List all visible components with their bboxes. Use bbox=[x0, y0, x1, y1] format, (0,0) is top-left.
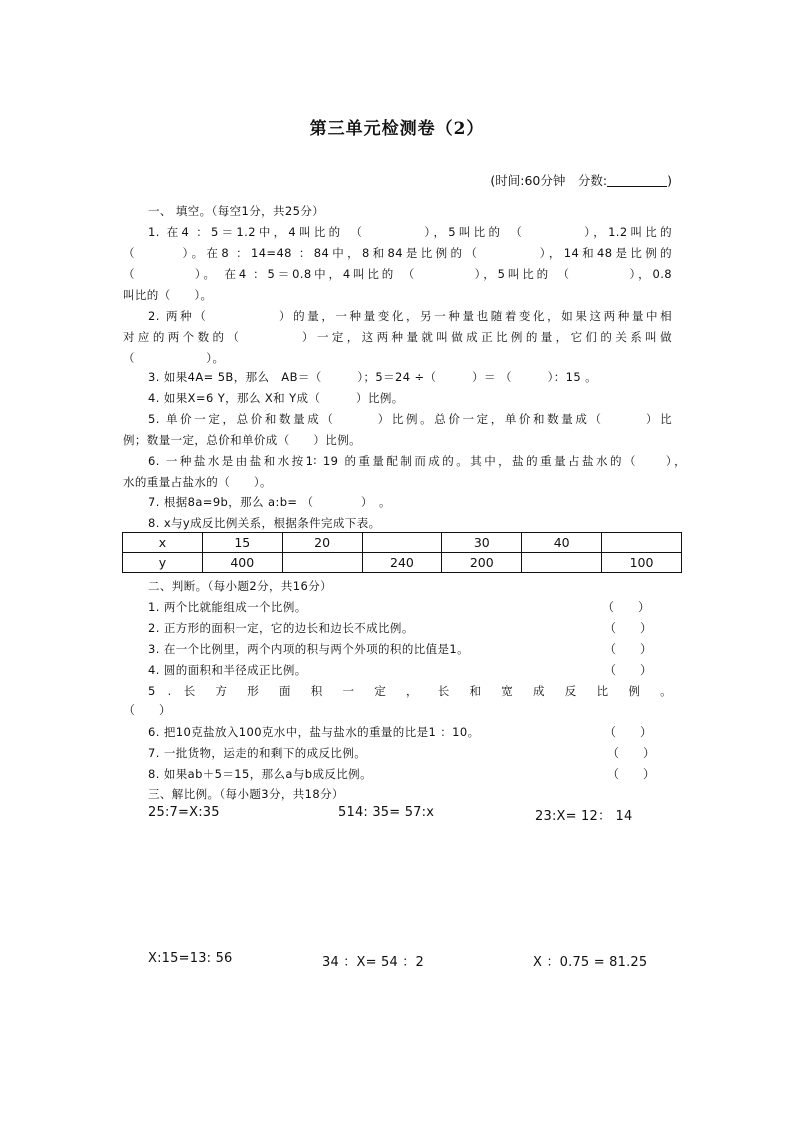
table-cell-blank[interactable] bbox=[602, 533, 682, 553]
table-cell-blank[interactable] bbox=[522, 553, 602, 573]
judge-item-4: 4. 圆的面积和半径成正比例。 bbox=[148, 663, 307, 677]
equation-2: 514: 35= 57:x bbox=[338, 805, 435, 820]
table-cell-blank[interactable] bbox=[362, 533, 442, 553]
fill-line-9: 4. 如果X=6 Y，那么 X和 Y成（ ）比例。 bbox=[148, 391, 404, 405]
section-3-header: 三、解比例。（每小题3分，共18分） bbox=[148, 787, 344, 801]
judge-item-1: 1. 两个比就能组成一个比例。 bbox=[148, 600, 307, 614]
judge-answer-5[interactable]: （ ） bbox=[123, 703, 172, 717]
judge-answer-4[interactable]: （ ） bbox=[604, 663, 653, 677]
judge-item-3: 3. 在一个比例里，两个内项的积与两个外项的积的比值是1。 bbox=[148, 642, 470, 656]
xy-table bbox=[122, 532, 682, 573]
fill-line-13: 水的重量占盐水的（ ）。 bbox=[123, 475, 272, 489]
table-cell: y bbox=[123, 553, 203, 573]
judge-item-7: 7. 一批货物，运走的和剩下的成反比例。 bbox=[148, 746, 367, 760]
judge-answer-7[interactable]: （ ） bbox=[607, 746, 656, 760]
judge-answer-6[interactable]: （ ） bbox=[604, 725, 653, 739]
fill-line-10: 5. 单价一定，总价和数量成（ ）比例。总价一定，单价和数量成（ ）比 bbox=[148, 412, 672, 426]
score-blank[interactable] bbox=[607, 174, 667, 187]
judge-answer-1[interactable]: （ ） bbox=[602, 600, 651, 614]
equation-1: 25:7=X:35 bbox=[148, 805, 220, 820]
fill-line-15: 8. x与y成反比例关系，根据条件完成下表。 bbox=[148, 516, 381, 530]
equation-5: 34 ：X= 54 ：2 bbox=[322, 955, 424, 970]
fill-line-7: （ ）。 bbox=[123, 351, 225, 365]
time-score-info bbox=[490, 171, 672, 189]
fill-line-6: 对应的两个数的（ ）一定，这两种量就叫做成正比例的量，它们的关系叫做 bbox=[123, 330, 672, 344]
fill-line-1: 1. 在4 ：5＝1.2中，4叫比的 （ ），5叫比的 （ ），1.2叫比的 bbox=[148, 225, 672, 239]
table-cell: 40 bbox=[522, 533, 602, 553]
fill-line-4: 叫比的（ ）。 bbox=[123, 288, 213, 302]
judge-answer-2[interactable]: （ ） bbox=[604, 621, 653, 635]
fill-line-3: （ ）。 在4 ：5＝0.8中，4叫比的 （ ），5叫比的 （ ），0.8 bbox=[123, 267, 672, 281]
table-cell-blank[interactable] bbox=[282, 553, 362, 573]
fill-line-5: 2. 两种（ ）的量，一种量变化，另一种量也随着变化，如果这两种量中相 bbox=[148, 309, 672, 323]
table-cell: 200 bbox=[442, 553, 522, 573]
judge-item-2: 2. 正方形的面积一定，它的边长和边长不成比例。 bbox=[148, 621, 414, 635]
page-title: 第三单元检测卷（2） bbox=[309, 119, 485, 139]
table-cell: 240 bbox=[362, 553, 442, 573]
table-cell: 400 bbox=[202, 553, 282, 573]
judge-item-6: 6. 把10克盐放入100克水中，盐与盐水的重量的比是1 ：10。 bbox=[148, 725, 480, 739]
equation-3: 23:X= 12： 14 bbox=[535, 809, 633, 824]
judge-item-5: 5 . 长 方 形 面 积 一 定 ， 长 和 宽 成 反 比 例 。 bbox=[148, 684, 672, 698]
section-2-header: 二、判断。（每小题2分，共16分） bbox=[148, 579, 332, 593]
section-1-header: 一、 填空。（每空1分，共25分） bbox=[148, 204, 325, 218]
time-score-close: ) bbox=[667, 173, 672, 188]
fill-line-14: 7. 根据8a=9b，那么 a:b= （ ） 。 bbox=[148, 495, 391, 509]
judge-answer-3[interactable]: （ ） bbox=[604, 642, 653, 656]
fill-line-12: 6. 一种盐水是由盐和水按1∶ 19 的重量配制而成的。其中，盐的重量占盐水的（ ）， bbox=[148, 454, 686, 468]
fill-line-8: 3. 如果4A= 5B，那么 AB＝（ ）；5＝24 ÷（ ）＝ （ ）：15 。 bbox=[148, 370, 598, 384]
table-cell: 20 bbox=[282, 533, 362, 553]
table-cell: 100 bbox=[602, 553, 682, 573]
judge-answer-8[interactable]: （ ） bbox=[607, 767, 656, 781]
table-cell: x bbox=[123, 533, 203, 553]
equation-4: X:15=13: 56 bbox=[148, 951, 233, 966]
time-score-label: (时间:60分钟 分数: bbox=[490, 173, 608, 188]
fill-line-11: 例；数量一定，总价和单价成（ ）比例。 bbox=[123, 433, 361, 447]
table-cell: 15 bbox=[202, 533, 282, 553]
table-row-y bbox=[123, 553, 682, 573]
table-row-x bbox=[123, 533, 682, 553]
table-cell: 30 bbox=[442, 533, 522, 553]
judge-item-8: 8. 如果ab＋5＝15，那么a与b成反比例。 bbox=[148, 767, 372, 781]
equation-6: X ：0.75 = 81.25 bbox=[533, 955, 648, 970]
fill-line-2: （ ）。在8 ：14=48 ：84中，8和84是比例的（ ），14和48是比例的 bbox=[123, 246, 672, 260]
